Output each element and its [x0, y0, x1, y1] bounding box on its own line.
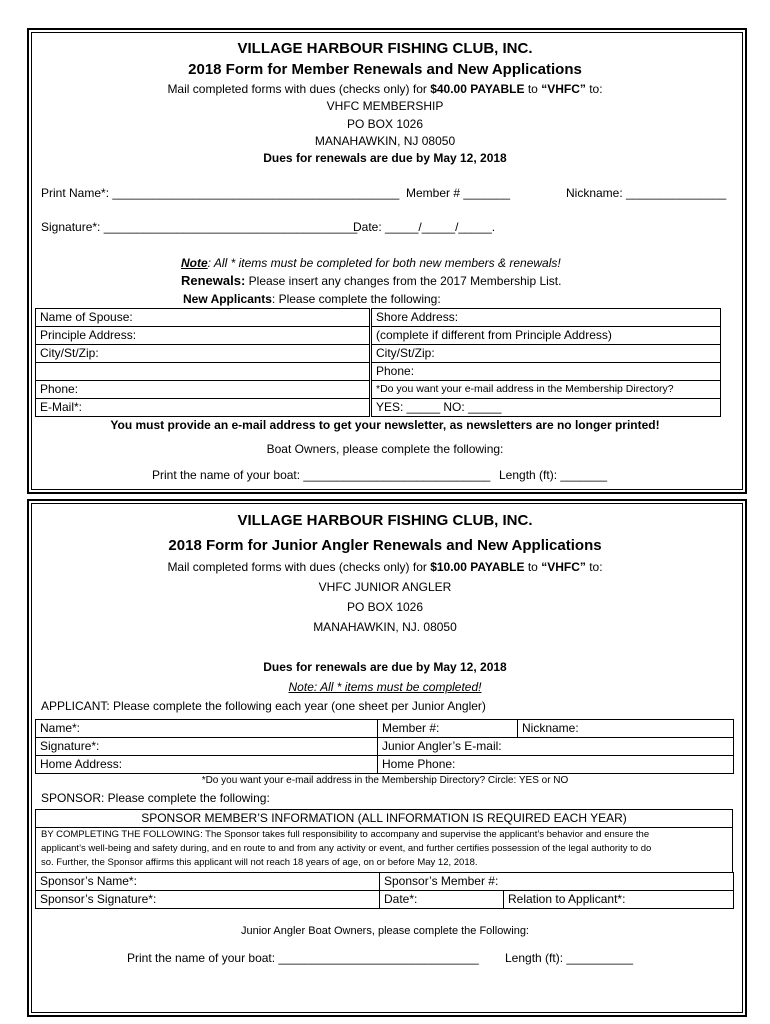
junior-applicant-instruction: APPLICANT: Please complete the following each year (one sheet per Junior Angler)	[41, 699, 486, 713]
shore-city-state-zip-cell[interactable]: City/St/Zip:	[371, 345, 721, 363]
sponsor-table	[35, 872, 734, 909]
sponsor-relation-cell[interactable]: Relation to Applicant*:	[504, 891, 734, 909]
junior-home-phone-cell[interactable]: Home Phone:	[378, 756, 734, 774]
junior-name-cell[interactable]: Name*:	[36, 720, 378, 738]
adult-mail-instructions: Mail completed forms with dues (checks only) for $40.00 PAYABLE to “VHFC” to:	[167, 82, 603, 96]
adult-renewals-instruction: Renewals: Please insert any changes from the 2017 Membership List.	[181, 273, 562, 288]
junior-form-title: 2018 Form for Junior Angler Renewals and New Applications	[168, 537, 602, 554]
principle-address-cell[interactable]: Principle Address:	[36, 327, 371, 345]
sponsor-terms-line-1: BY COMPLETING THE FOLLOWING: The Sponsor takes full responsibility to accompany and supervise the applicant’s behavior and ensure the	[41, 829, 650, 840]
adult-due-date: Dues for renewals are due by May 12, 2018	[263, 151, 507, 165]
adult-date-field[interactable]: Date: _____/_____/_____.	[353, 220, 496, 234]
shore-address-cell[interactable]: Shore Address:	[371, 309, 721, 327]
sponsor-terms-line-2: applicant’s well-being and safety during, and en route to and from any activity or event, and further certifies possession of the legal authority to do	[41, 843, 652, 854]
email-cell[interactable]: E-Mail*:	[36, 399, 371, 417]
adult-boat-owners-heading: Boat Owners, please complete the following:	[266, 442, 504, 456]
blank-cell	[36, 363, 371, 381]
shore-address-note-cell: (complete if different from Principle Address)	[371, 327, 721, 345]
adult-print-name-field[interactable]: Print Name*: ___________________________________________	[41, 186, 400, 200]
junior-directory-question: *Do you want your e-mail address in the Membership Directory? Circle: YES or NO	[201, 775, 569, 786]
junior-address-line-1: VHFC JUNIOR ANGLER	[318, 580, 452, 594]
junior-mail-instructions: Mail completed forms with dues (checks only) for $10.00 PAYABLE to “VHFC” to:	[167, 560, 603, 574]
adult-address-line-2: PO BOX 1026	[346, 117, 424, 131]
sponsor-name-cell[interactable]: Sponsor’s Name*:	[36, 873, 380, 891]
adult-new-applicants-instruction: New Applicants: Please complete the following:	[183, 292, 441, 306]
directory-yes-no-cell[interactable]: YES: _____ NO: _____	[371, 399, 721, 417]
adult-note: Note: All * items must be completed for both new members & renewals!	[181, 256, 561, 270]
junior-address-line-3: MANAHAWKIN, NJ. 08050	[313, 620, 457, 634]
adult-nickname-field[interactable]: Nickname: _______________	[566, 186, 727, 200]
adult-address-line-1: VHFC MEMBERSHIP	[326, 99, 444, 113]
adult-boat-length-field[interactable]: Length (ft): _______	[499, 468, 608, 482]
sponsor-instruction: SPONSOR: Please complete the following:	[41, 791, 270, 805]
sponsor-info-box	[35, 809, 733, 873]
adult-form-title: 2018 Form for Member Renewals and New Applications	[188, 61, 582, 78]
sponsor-terms-line-3: so. Further, the Sponsor affirms this applicant will not reach 18 years of age, on or before May 12, 2018.	[41, 857, 478, 868]
junior-club-title: VILLAGE HARBOUR FISHING CLUB, INC.	[237, 512, 533, 529]
shore-phone-cell[interactable]: Phone:	[371, 363, 721, 381]
sponsor-signature-cell[interactable]: Sponsor’s Signature*:	[36, 891, 380, 909]
junior-boat-length-field[interactable]: Length (ft): __________	[505, 951, 634, 965]
adult-address-line-3: MANAHAWKIN, NJ 08050	[314, 134, 456, 148]
city-state-zip-cell[interactable]: City/St/Zip:	[36, 345, 371, 363]
junior-signature-cell[interactable]: Signature*:	[36, 738, 378, 756]
junior-address-line-2: PO BOX 1026	[346, 600, 424, 614]
adult-member-number-field[interactable]: Member # _______	[406, 186, 511, 200]
junior-boat-owners-heading: Junior Angler Boat Owners, please complete the Following:	[241, 925, 529, 937]
sponsor-date-cell[interactable]: Date*:	[380, 891, 504, 909]
junior-due-date: Dues for renewals are due by May 12, 2018	[263, 660, 507, 674]
junior-home-address-cell[interactable]: Home Address:	[36, 756, 378, 774]
adult-email-warning: You must provide an e-mail address to get your newsletter, as newsletters are no longer printed!	[110, 418, 660, 432]
adult-signature-field[interactable]: Signature*: ______________________________________	[41, 220, 358, 234]
adult-boat-name-field[interactable]: Print the name of your boat: ____________________________	[152, 468, 491, 482]
directory-question-cell: *Do you want your e-mail address in the Membership Directory?	[371, 381, 721, 399]
junior-email-cell[interactable]: Junior Angler’s E-mail:	[378, 738, 734, 756]
adult-club-title: VILLAGE HARBOUR FISHING CLUB, INC.	[237, 40, 533, 57]
junior-member-number-cell[interactable]: Member #:	[378, 720, 518, 738]
sponsor-info-header: SPONSOR MEMBER’S INFORMATION (ALL INFORMATION IS REQUIRED EACH YEAR)	[36, 810, 732, 828]
junior-nickname-cell[interactable]: Nickname:	[518, 720, 734, 738]
sponsor-member-number-cell[interactable]: Sponsor’s Member #:	[380, 873, 734, 891]
spouse-name-cell[interactable]: Name of Spouse:	[36, 309, 371, 327]
junior-boat-name-field[interactable]: Print the name of your boat: ______________________________	[127, 951, 479, 965]
phone-cell[interactable]: Phone:	[36, 381, 371, 399]
junior-note: Note: All * items must be completed!	[288, 680, 482, 694]
junior-applicant-table	[35, 719, 734, 774]
adult-info-table	[35, 308, 721, 417]
